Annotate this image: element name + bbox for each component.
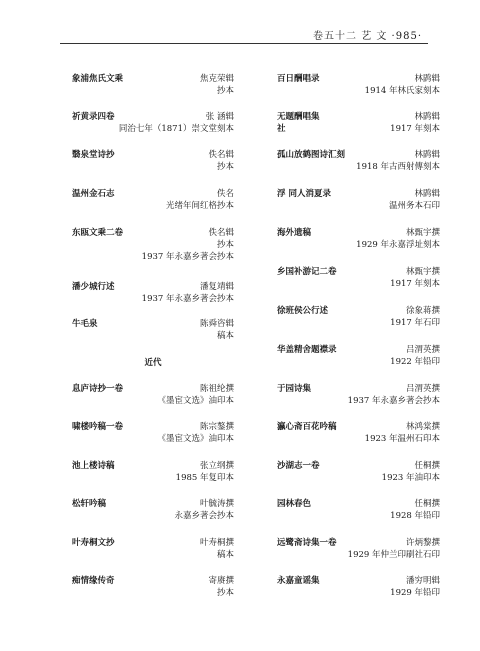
entry-author: 叶寿桐撰 [199,538,234,548]
catalog-entry [72,498,234,522]
entry-edition: 光绪年间红格抄本 [165,201,234,211]
entry-edition: 1917 年刻本 [390,124,440,134]
entry-author: 林鹍辑 [414,189,440,199]
entry-author: 张 涵辑 [205,112,234,122]
entry-author: 潘复靖辑 [199,282,234,292]
entry-edition: 1917 年石印 [390,318,440,328]
entry-author: 林甄宇撰 [405,228,440,238]
entry-author: 潘穷明辑 [405,576,440,586]
entry-edition: 1937 年永嘉乡著会抄本 [347,396,440,406]
entry-author: 寄赓撰 [208,576,234,586]
entry-author: 吕渭英撰 [405,384,440,394]
header-rule [60,43,428,44]
entry-edition: 永嘉乡著会抄本 [174,511,234,521]
entry-edition: 抄本 [216,162,234,172]
entry-title: 啸楼吟稿一卷 [72,422,124,432]
running-header: 卷五十二 艺 文 ·985· [313,31,422,42]
entry-author: 陈宗鏊撰 [199,422,234,432]
entry-title: 沙湖志一卷 [277,461,320,471]
entry-edition: 1929 年永嘉浮址刻本 [356,240,440,250]
section-heading: 近代 [144,358,162,368]
entry-title: 东瓯文乘二卷 [72,228,124,238]
entry-title: 无题酬唱集 [277,112,320,122]
entry-author: 徐象蒋撰 [405,306,440,316]
entry-title: 孤山放鹤图诗汇刻 [277,150,346,160]
entry-title: 翳泉堂诗抄 [72,150,115,160]
entry-edition: 1917 年刻本 [390,279,440,289]
entry-title: 浮 同人消夏录 [277,189,331,199]
catalog-entry [277,188,440,212]
entry-title: 池上楼诗稿 [72,461,115,471]
entry-author: 佚名辑 [208,150,234,160]
catalog-entry [277,149,440,173]
entry-title: 象浦焦氏文乘 [72,74,124,84]
entry-title: 潘少城行述 [72,282,115,292]
entry-title: 百日酬唱录 [277,74,320,84]
catalog-entry [72,149,234,173]
catalog-entry [72,383,234,407]
entry-edition: 1928 年铅印 [390,511,440,521]
entry-edition: 1937 年永嘉乡著会抄本 [141,294,234,304]
catalog-entry [277,498,440,522]
catalog-entry [277,227,440,251]
entry-edition: 抄本 [216,86,234,96]
entry-author: 任桐撰 [414,499,440,509]
entry-edition: 1929 年仲兰印刷社石印 [347,550,440,560]
catalog-entry [277,266,440,290]
entry-title: 海外遗稿 [277,228,312,238]
catalog-entry [277,111,440,135]
entry-title: 远鹭斋诗集一卷 [277,538,337,548]
entry-title: 乡国补游记二卷 [277,267,337,277]
entry-edition: 稿本 [216,331,234,341]
entry-title: 祈黄录四卷 [72,112,115,122]
catalog-entry [277,460,440,484]
entry-edition: 1937 年永嘉乡著会抄本 [141,252,234,262]
entry-author: 林鹍辑 [414,150,440,160]
entry-title: 瀛心斋百花吟稿 [277,422,337,432]
entry-edition: 温州务本石印 [388,201,440,211]
entry-edition: 稿本 [216,550,234,560]
entry-author: 林鸿棠撰 [405,422,440,432]
entry-author: 许炳黎撰 [405,538,440,548]
catalog-entry [72,281,234,305]
entry-author: 林甄宇撰 [405,267,440,277]
catalog-entry [72,537,234,561]
entry-author: 林鹍辑 [414,112,440,122]
entry-title: 永嘉童谣集 [277,576,320,586]
catalog-entry [277,575,440,599]
entry-title: 温州金石志 [72,189,115,199]
entry-author: 佚名 [216,189,234,199]
entry-title: 徐班侯公行述 [277,306,329,316]
catalog-entry [277,344,440,368]
catalog-entry [277,537,440,561]
entry-edition: 1914 年林氏家刻本 [364,86,440,96]
entry-author: 吕渭英撰 [405,345,440,355]
entry-edition: 《墨宦文选》油印本 [157,434,234,444]
catalog-entry [72,73,234,97]
entry-edition: 同治七年（1871）崇文堂刻本 [118,124,234,134]
entry-author: 叶毓涛撰 [199,499,234,509]
catalog-entry [277,73,440,97]
catalog-entry [277,383,440,407]
entry-edition: 1923 年油印本 [381,473,440,483]
entry-title: 园林春色 [277,499,312,509]
catalog-entry [72,111,234,135]
catalog-entry [72,575,234,599]
entry-author: 陈舜咨辑 [199,319,234,329]
catalog-entry [277,305,440,329]
entry-title: 牛毛泉 [72,319,98,329]
stray-character: 社 [277,124,286,134]
entry-edition: 1918 年古西射傳刻本 [356,162,440,172]
catalog-entry [72,318,234,342]
catalog-entry [72,227,234,263]
entry-author: 张立纲撰 [199,461,234,471]
entry-title: 痴情缘传奇 [72,576,115,586]
catalog-entry [72,460,234,484]
entry-author: 任桐撰 [414,461,440,471]
entry-edition: 1922 年铅印 [390,357,440,367]
catalog-entry [277,421,440,445]
entry-title: 息庐诗抄一卷 [72,384,124,394]
entry-title: 叶寿桐文抄 [72,538,115,548]
entry-author: 佚名辑 [208,228,234,238]
entry-title: 华盖精舍题襟录 [277,345,337,355]
catalog-entry [72,421,234,445]
entry-edition: 1985 年复印本 [175,473,234,483]
entry-edition: 1923 年温州石印本 [364,434,440,444]
entry-edition: 1929 年铅印 [390,588,440,598]
entry-author: 陈祖纶撰 [199,384,234,394]
entry-author: 林鹍辑 [414,74,440,84]
catalog-entry [72,188,234,212]
entry-edition: 《墨宦文选》油印本 [157,396,234,406]
entry-title: 于园诗集 [277,384,312,394]
entry-edition: 抄本 [216,588,234,598]
entry-author: 焦克荣辑 [199,74,234,84]
entry-title: 松轩吟稿 [72,499,107,509]
entry-edition: 抄本 [216,240,234,250]
